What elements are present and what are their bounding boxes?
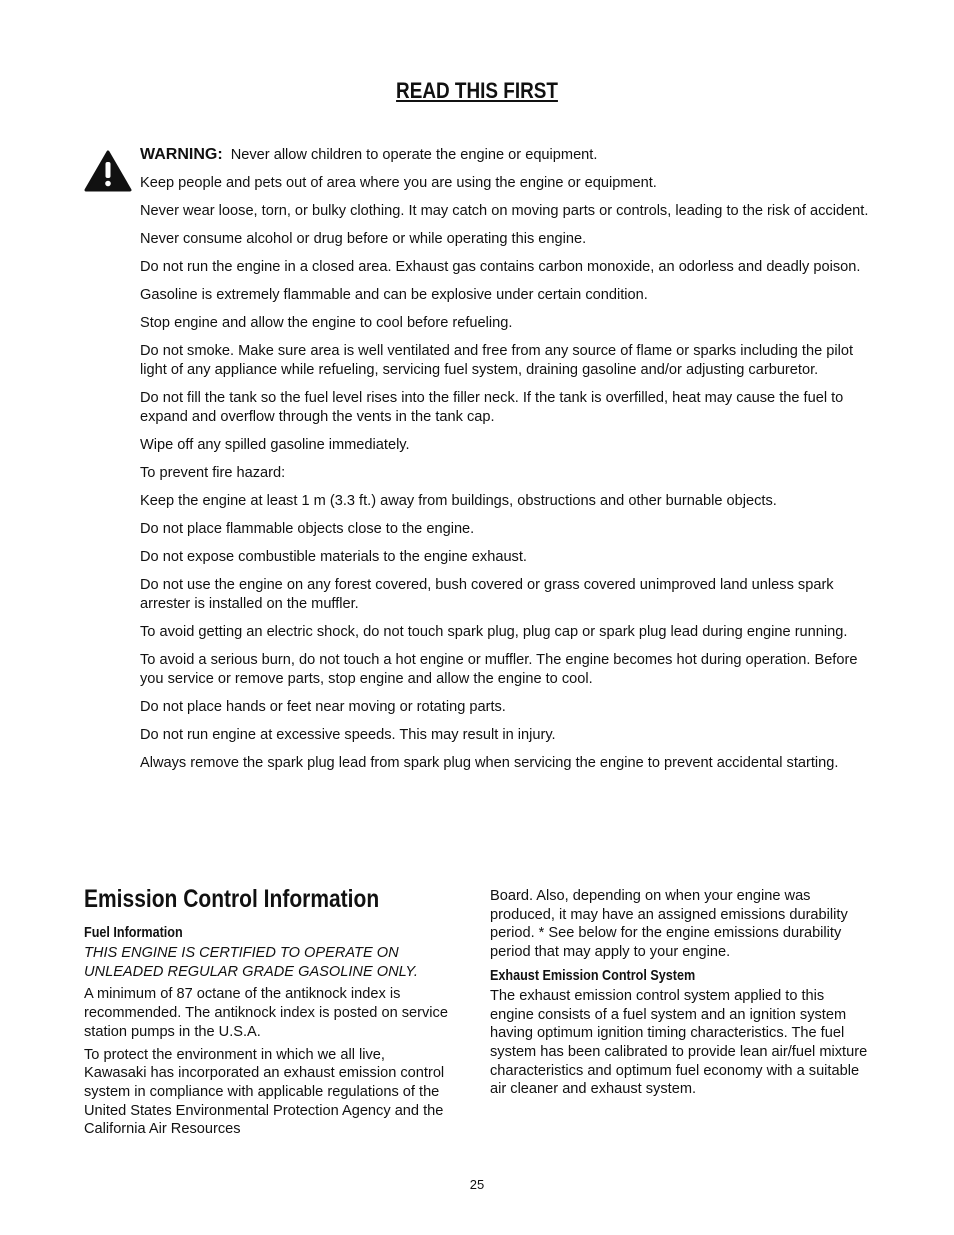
warning-label: WARNING: xyxy=(140,146,223,163)
exhaust-system-heading: Exhaust Emission Control System xyxy=(490,966,696,984)
warning-item: Do not run engine at excessive speeds. This may result in injury. xyxy=(140,727,556,743)
warning-item: Always remove the spark plug lead from spark plug when servicing the engine to prevent accidental starting. xyxy=(140,755,839,771)
warning-item: Keep the engine at least 1 m (3.3 ft.) away from buildings, obstructions and other burnable objects. xyxy=(140,493,777,509)
page-title: READ THIS FIRST xyxy=(396,78,558,103)
emission-right-column xyxy=(490,887,870,1103)
warning-triangle-icon xyxy=(84,150,132,192)
warning-item: Never consume alcohol or drug before or while operating this engine. xyxy=(140,231,587,247)
warning-item: Do not smoke. Make sure area is well ventilated and free from any source of flame or sparks including the pilot light of any appliance while refueling, servicing fuel system, draining gasoline and/or adjusting carburetor. xyxy=(140,343,854,378)
warning-item: Do not place flammable objects close to the engine. xyxy=(140,521,475,537)
warning-item: Do not run the engine in a closed area. Exhaust gas contains carbon monoxide, an odorless and deadly poison. xyxy=(140,259,861,275)
warning-item: Do not place hands or feet near moving or rotating parts. xyxy=(140,699,506,715)
fuel-certification-note: THIS ENGINE IS CERTIFIED TO OPERATE ON UNLEADED REGULAR GRADE GASOLINE ONLY. xyxy=(84,945,418,980)
warning-item: To prevent fire hazard: xyxy=(140,465,286,481)
emission-left-column xyxy=(84,884,449,1143)
warning-item: Gasoline is extremely flammable and can be explosive under certain condition. xyxy=(140,287,648,303)
warning-item: Do not use the engine on any forest covered, bush covered or grass covered unimproved land unless spark arrester is installed on the muffler. xyxy=(140,577,834,612)
warning-item: Stop engine and allow the engine to cool before refueling. xyxy=(140,315,513,331)
warning-item: Keep people and pets out of area where you are using the engine or equipment. xyxy=(140,175,657,191)
emission-heading: Emission Control Information xyxy=(84,885,380,913)
warning-item: Never wear loose, torn, or bulky clothing. It may catch on moving parts or controls, leading to the risk of accident. xyxy=(140,203,869,219)
warning-first-line xyxy=(140,145,875,165)
exhaust-system-paragraph: The exhaust emission control system applied to this engine consists of a fuel system and an ignition system having optimum ignition timing characteristics. The fuel system has been calibrated to provide lean air/fuel mixture characteristics and optimum fuel economy with a suitable air cleaner and exhaust system. xyxy=(490,987,868,1098)
warning-text: Never allow children to operate the engine or equipment. xyxy=(230,147,598,163)
page-number: 25 xyxy=(469,1177,485,1192)
octane-paragraph: A minimum of 87 octane of the antiknock index is recommended. The antiknock index is posted on service station pumps in the U.S.A. xyxy=(84,986,448,1040)
fuel-info-heading: Fuel Information xyxy=(84,924,183,941)
warning-item: Do not expose combustible materials to the engine exhaust. xyxy=(140,549,527,565)
environment-paragraph: To protect the environment in which we all live, Kawasaki has incorporated an exhaust emission control system in compliance with applicable regulations of the United States Environmental Protection Agency and the California Air Resources xyxy=(84,1046,445,1138)
environment-paragraph-continued: Board. Also, depending on when your engine was produced, it may have an assigned emissions durability period. * See below for the engine emissions durability period that may apply to your engine. xyxy=(490,888,848,961)
warning-list xyxy=(140,145,875,782)
warning-item: Wipe off any spilled gasoline immediately. xyxy=(140,437,410,453)
warning-item: To avoid getting an electric shock, do not touch spark plug, plug cap or spark plug lead during engine running. xyxy=(140,624,848,640)
warning-item: To avoid a serious burn, do not touch a hot engine or muffler. The engine becomes hot during operation. Before you service or remove parts, stop engine and allow the engine to cool. xyxy=(140,652,858,687)
warning-item: Do not fill the tank so the fuel level rises into the filler neck. If the tank is overfilled, heat may cause the fuel to expand and overflow through the vents in the tank cap. xyxy=(140,390,844,425)
